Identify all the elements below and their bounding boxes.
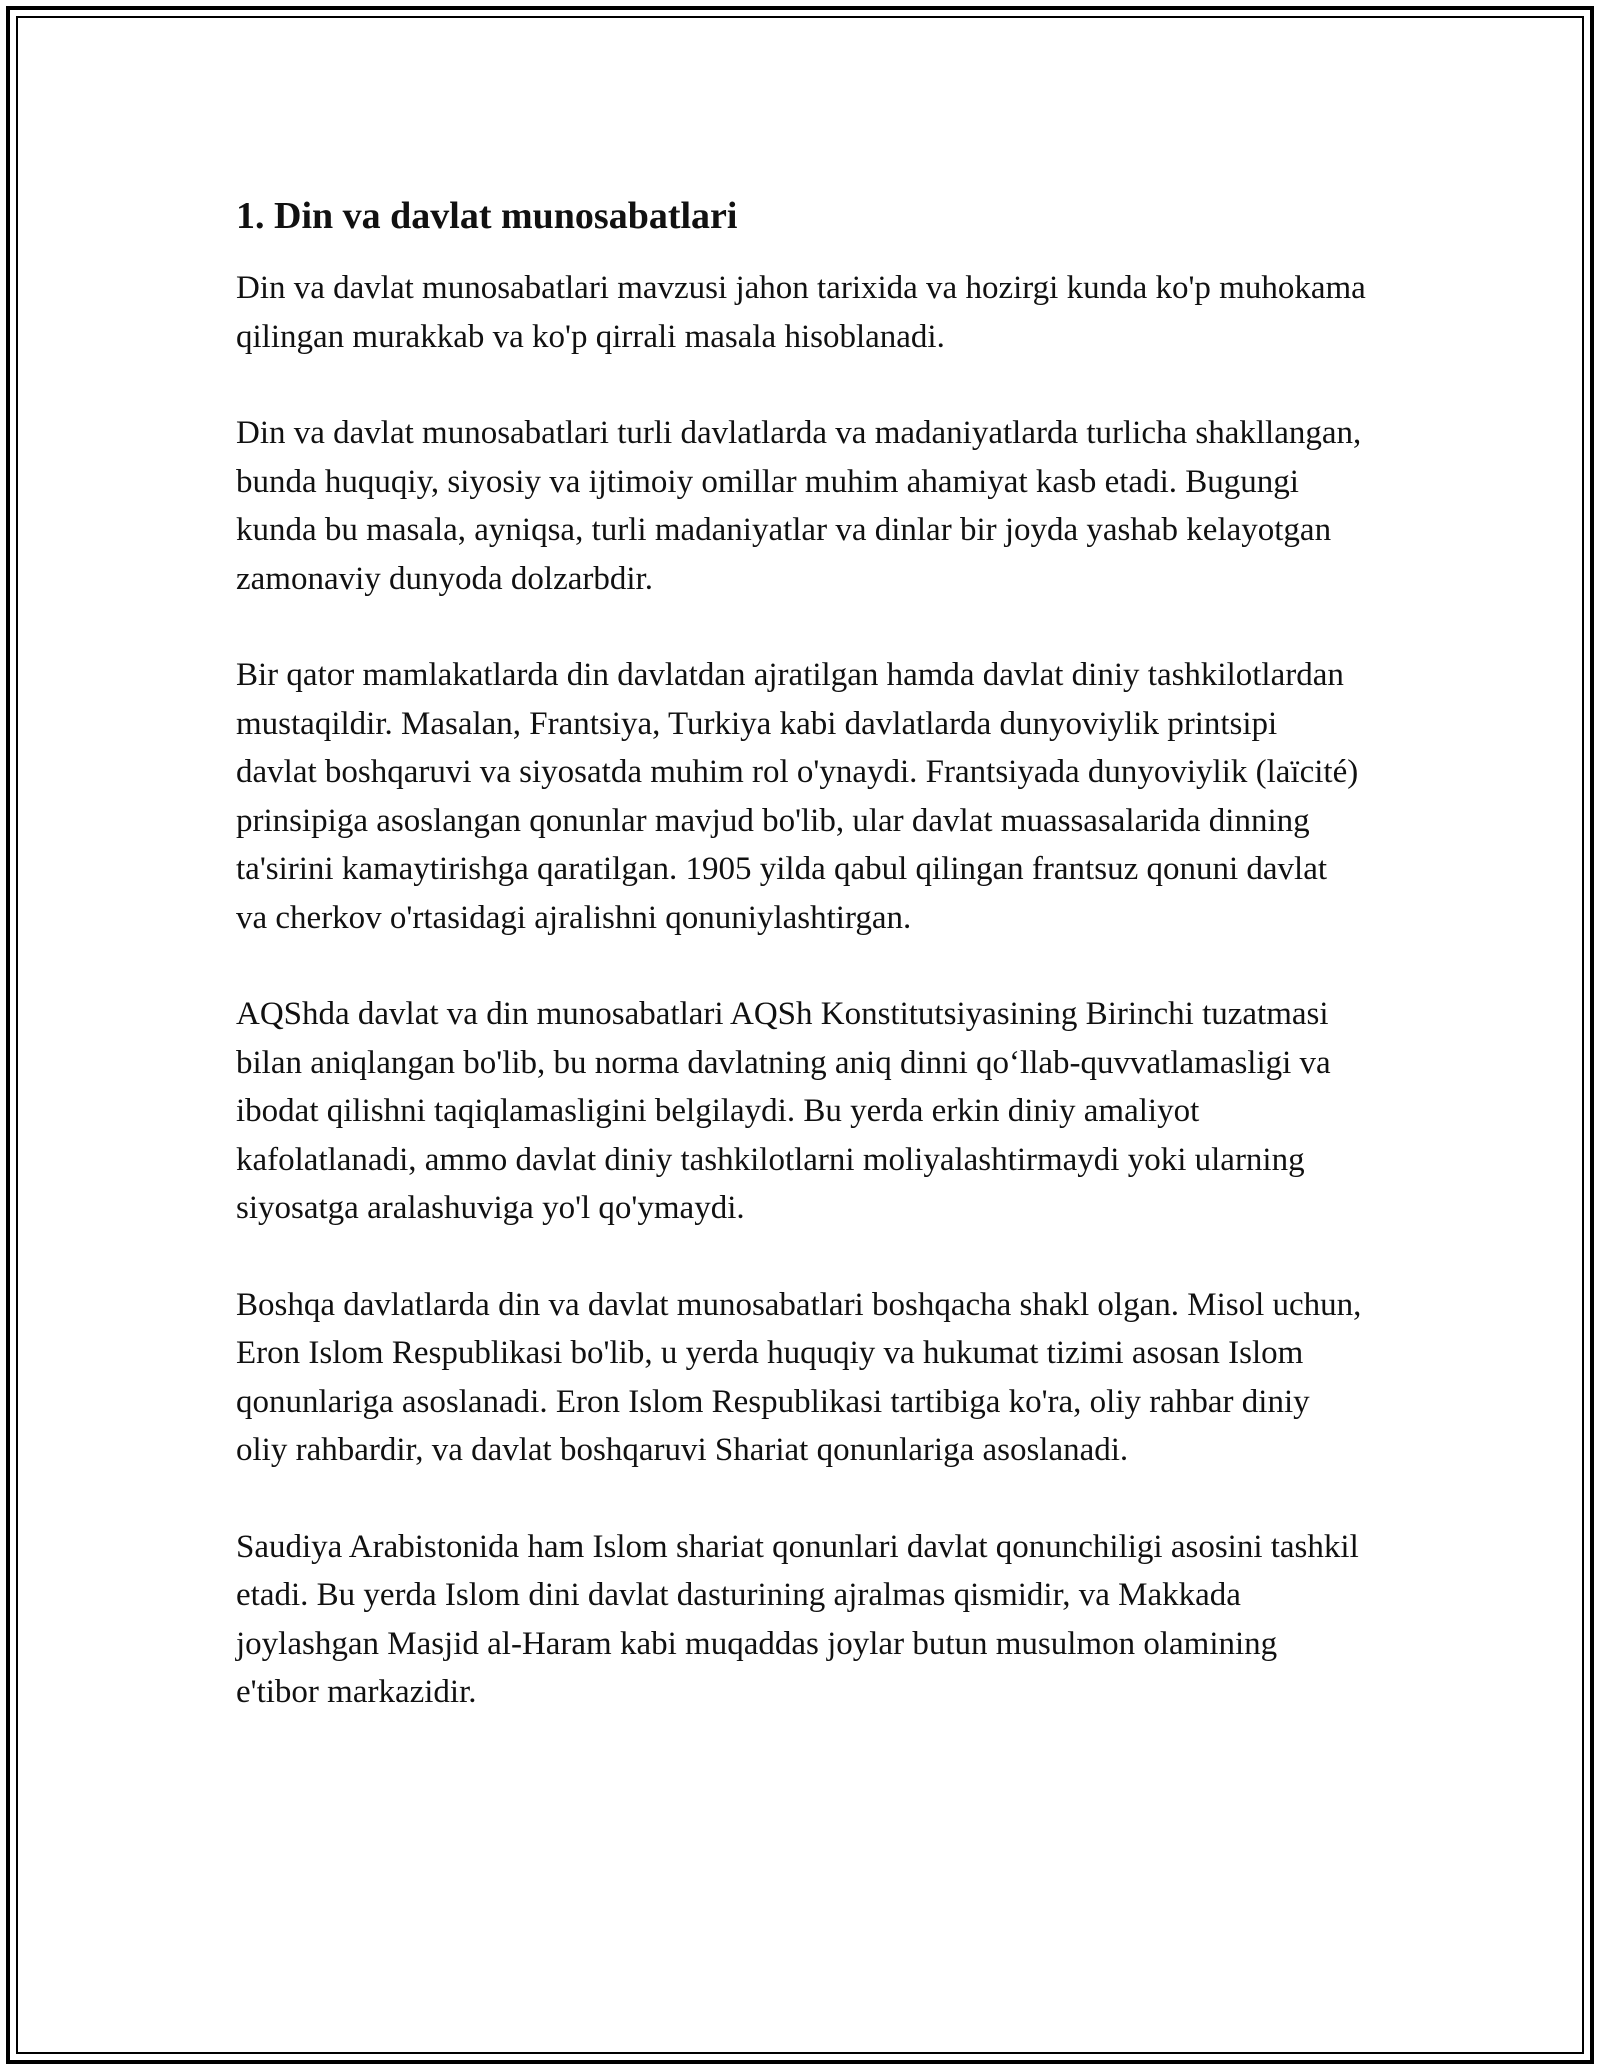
paragraph-saudi-arabia: Saudiya Arabistonida ham Islom shariat qonunlari davlat qonunchiligi asosini tashkil etadi. Bu yerda Islom dini davlat dasturining ajralmas qismidir, va Makkada joylashgan Masjid al-Haram kabi muqaddas joylar butun musulmon olamining e'tibor markazidir. — [236, 1528, 1359, 1710]
section-heading: 1. Din va davlat munosabatlari — [236, 195, 738, 237]
paragraph-cultures: Din va davlat munosabatlari turli davlatlarda va madaniyatlarda turlicha shakllangan, bunda huquqiy, siyosiy va ijtimoiy omillar muhim ahamiyat kasb etadi. Bugungi kunda bu masala, ayniqsa, turli madaniyatlar va dinlar bir joyda yashab kelayotgan zamonaviy dunyoda dolzarbdir. — [236, 415, 1362, 597]
paragraph-usa: AQShda davlat va din munosabatlari AQSh Konstitutsiyasining Birinchi tuzatmasi bilan aniqlangan bo'lib, bu norma davlatning aniq dinni qo‘llab-quvvatlamasligi va ibodat qilishni taqiqlamasligini belgilaydi. Bu yerda erkin diniy amaliyot kafolatlanadi, ammo davlat diniy tashkilotlarni moliyalashtirmaydi yoki ularning siyosatga aralashuviga yo'l qo'ymaydi. — [236, 996, 1331, 1226]
paragraph-intro: Din va davlat munosabatlari mavzusi jahon tarixida va hozirgi kunda ko'p muhokama qilingan murakkab va ko'p qirrali masala hisoblanadi. — [236, 270, 1366, 355]
paragraph-iran: Boshqa davlatlarda din va davlat munosabatlari boshqacha shakl olgan. Misol uchun, Eron Islom Respublikasi bo'lib, u yerda huquqiy va hukumat tizimi asosan Islom qonunlariga asoslanadi. Eron Islom Respublikasi tartibiga ko'ra, oliy rahbar diniy oliy rahbardir, va davlat boshqaruvi Shariat qonunlariga asoslanadi. — [236, 1286, 1362, 1468]
paragraph-secular-states: Bir qator mamlakatlarda din davlatdan ajratilgan hamda davlat diniy tashkilotlardan mustaqildir. Masalan, Frantsiya, Turkiya kabi davlatlarda dunyoviylik printsipi davlat boshqaruvi va siyosatda muhim rol o'ynaydi. Frantsiyada dunyoviylik (laïcité) prinsipiga asoslangan qonunlar mavjud bo'lib, ular davlat muassasalarida dinning ta'sirini kamaytirishga qaratilgan. 1905 yilda qabul qilingan frantsuz qonuni davlat va cherkov o'rtasidagi ajralishni qonuniylashtirgan. — [236, 657, 1359, 936]
document-body — [236, 190, 1366, 1765]
